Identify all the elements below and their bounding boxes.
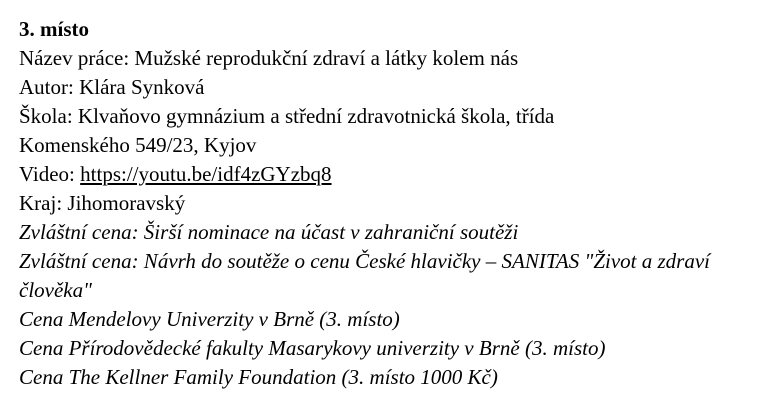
region-value: Jihomoravský	[67, 191, 186, 215]
video-line	[19, 160, 754, 189]
school-line	[19, 102, 754, 131]
award-kellner-foundation: Cena The Kellner Family Foundation (3. místo 1000 Kč)	[19, 365, 498, 389]
author-value: Klára Synková	[79, 75, 205, 99]
award-masaryk-university: Cena Přírodovědecké fakulty Masarykovy univerzity v Brně (3. místo)	[19, 336, 606, 360]
school-name: Klvaňovo gymnázium a střední zdravotnická škola, třída	[77, 104, 555, 128]
author-line	[19, 73, 754, 102]
award-special-nomination: Zvláštní cena: Širší nominace na účast v zahraniční soutěži	[19, 220, 519, 244]
school-label: Škola:	[19, 104, 78, 128]
award-mendel-university: Cena Mendelovy Univerzity v Brně (3. místo)	[19, 307, 400, 331]
award-special-ceske-hlavicky: Zvláštní cena: Návrh do soutěže o cenu České hlavičky – SANITAS "Život a zdraví člověka"	[19, 249, 711, 302]
video-link[interactable]: https://youtu.be/idf4zGYzbq8	[80, 162, 332, 186]
work-title-label: Název práce:	[19, 46, 135, 70]
work-title-line	[19, 44, 754, 73]
video-label: Video:	[19, 162, 81, 186]
place-heading: 3. místo	[19, 17, 89, 41]
school-address: Komenského 549/23, Kyjov	[19, 133, 257, 157]
region-line	[19, 189, 754, 218]
author-label: Autor:	[19, 75, 80, 99]
work-title-value: Mužské reprodukční zdraví a látky kolem nás	[134, 46, 519, 70]
document-body	[19, 15, 754, 392]
region-label: Kraj:	[19, 191, 68, 215]
